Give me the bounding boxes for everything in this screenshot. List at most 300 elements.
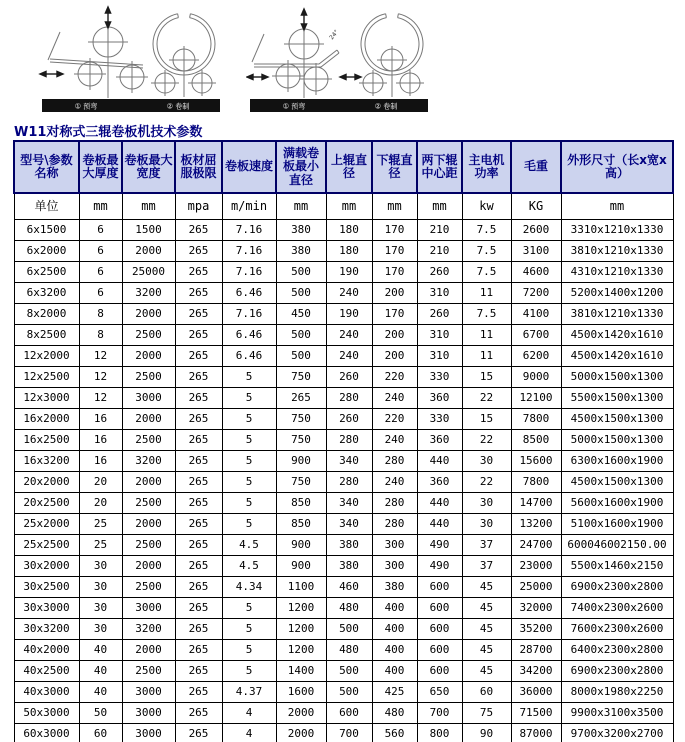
spec-cell: 7.16 [222, 303, 276, 324]
spec-cell: 3200 [122, 282, 175, 303]
spec-cell: 280 [372, 513, 417, 534]
spec-cell: 240 [326, 324, 372, 345]
spec-cell: 6900x2300x2800 [561, 576, 673, 597]
spec-cell: 60x3000 [14, 723, 79, 742]
header-cell: 满载卷板最小直径 [276, 141, 326, 193]
spec-cell: 340 [326, 513, 372, 534]
header-cell: 下辊直径 [372, 141, 417, 193]
spec-cell: 6.46 [222, 345, 276, 366]
spec-cell: 265 [276, 387, 326, 408]
spec-cell: 45 [462, 576, 511, 597]
spec-cell: 25x2500 [14, 534, 79, 555]
spec-cell: 360 [417, 471, 462, 492]
prebend-caption: ① 预弯 [282, 102, 306, 111]
spec-cell: 7200 [511, 282, 561, 303]
header-cell: 上辊直径 [326, 141, 372, 193]
spec-cell: 900 [276, 555, 326, 576]
spec-cell: 3000 [122, 387, 175, 408]
table-row [14, 387, 673, 408]
spec-cell: 5 [222, 639, 276, 660]
spec-cell: 2000 [122, 513, 175, 534]
spec-cell: 2000 [276, 702, 326, 723]
spec-cell: 400 [372, 597, 417, 618]
spec-cell: 3000 [122, 723, 175, 742]
spec-cell: 265 [175, 723, 222, 742]
spec-cell: 310 [417, 324, 462, 345]
spec-cell: 440 [417, 450, 462, 471]
spec-cell: 7.5 [462, 303, 511, 324]
spec-cell: 9700x3200x2700 [561, 723, 673, 742]
spec-cell: 6900x2300x2800 [561, 660, 673, 681]
spec-cell: 425 [372, 681, 417, 702]
spec-cell: 1500 [122, 219, 175, 240]
spec-cell: 330 [417, 366, 462, 387]
prebend-diagram-icon [252, 26, 339, 98]
spec-cell: 4 [222, 723, 276, 742]
spec-cell: 280 [372, 492, 417, 513]
spec-cell: 440 [417, 492, 462, 513]
unit-cell: mpa [175, 193, 222, 219]
table-row [14, 303, 673, 324]
spec-cell: 6x3200 [14, 282, 79, 303]
spec-cell: 2500 [122, 660, 175, 681]
spec-cell: 45 [462, 597, 511, 618]
caption-bar [42, 99, 220, 112]
spec-cell: 25000 [511, 576, 561, 597]
roll-process-diagram-2 [246, 4, 434, 114]
spec-cell: 30 [79, 618, 122, 639]
spec-cell: 5 [222, 387, 276, 408]
spec-cell: 265 [175, 471, 222, 492]
spec-cell: 5000x1500x1300 [561, 366, 673, 387]
header-cell: 两下辊中心距 [417, 141, 462, 193]
unit-cell: mm [276, 193, 326, 219]
spec-cell: 87000 [511, 723, 561, 742]
spec-cell: 3000 [122, 681, 175, 702]
table-row [14, 282, 673, 303]
spec-cell: 750 [276, 366, 326, 387]
spec-cell: 5500x1460x2150 [561, 555, 673, 576]
spec-cell: 280 [372, 450, 417, 471]
header-cell: 卷板最大厚度 [79, 141, 122, 193]
spec-cell: 6400x2300x2800 [561, 639, 673, 660]
spec-cell: 15600 [511, 450, 561, 471]
spec-cell: 30 [79, 576, 122, 597]
spec-cell: 500 [276, 324, 326, 345]
spec-cell: 2500 [122, 492, 175, 513]
spec-cell: 2000 [122, 408, 175, 429]
spec-cell: 220 [372, 408, 417, 429]
spec-cell: 8x2500 [14, 324, 79, 345]
spec-cell: 90 [462, 723, 511, 742]
spec-cell: 200 [372, 282, 417, 303]
spec-cell: 40 [79, 681, 122, 702]
spec-cell: 600 [417, 618, 462, 639]
spec-cell: 265 [175, 261, 222, 282]
spec-cell: 650 [417, 681, 462, 702]
spec-cell: 7.16 [222, 261, 276, 282]
spec-cell: 2500 [122, 324, 175, 345]
spec-cell: 5200x1400x1200 [561, 282, 673, 303]
table-row [14, 513, 673, 534]
spec-cell: 700 [326, 723, 372, 742]
spec-cell: 6x2000 [14, 240, 79, 261]
spec-cell: 4500x1500x1300 [561, 408, 673, 429]
spec-cell: 500 [326, 660, 372, 681]
spec-cell: 240 [372, 429, 417, 450]
unit-cell: mm [326, 193, 372, 219]
spec-cell: 4.5 [222, 555, 276, 576]
header-cell: 型号\参数名称 [14, 141, 79, 193]
spec-cell: 310 [417, 345, 462, 366]
spec-cell: 71500 [511, 702, 561, 723]
spec-cell: 30x2500 [14, 576, 79, 597]
unit-cell: m/min [222, 193, 276, 219]
spec-cell: 60 [462, 681, 511, 702]
spec-cell: 45 [462, 618, 511, 639]
spec-cell: 23000 [511, 555, 561, 576]
unit-cell: mm [417, 193, 462, 219]
header-cell: 毛重 [511, 141, 561, 193]
spec-cell: 265 [175, 345, 222, 366]
spec-cell: 265 [175, 660, 222, 681]
spec-cell: 25 [79, 513, 122, 534]
table-row [14, 219, 673, 240]
spec-cell: 1200 [276, 639, 326, 660]
spec-cell: 4310x1210x1330 [561, 261, 673, 282]
spec-cell: 500 [326, 618, 372, 639]
spec-cell: 32000 [511, 597, 561, 618]
spec-cell: 360 [417, 429, 462, 450]
spec-cell: 460 [326, 576, 372, 597]
spec-cell: 8 [79, 303, 122, 324]
spec-cell: 30 [462, 450, 511, 471]
spec-cell: 480 [372, 702, 417, 723]
spec-cell: 4.37 [222, 681, 276, 702]
table-row [14, 576, 673, 597]
spec-cell: 2000 [122, 639, 175, 660]
spec-cell: 300 [372, 534, 417, 555]
spec-cell: 37 [462, 534, 511, 555]
spec-cell: 20x2000 [14, 471, 79, 492]
spec-cell: 36000 [511, 681, 561, 702]
spec-cell: 5 [222, 597, 276, 618]
rolling-diagram-icon [151, 14, 216, 97]
spec-cell: 750 [276, 429, 326, 450]
spec-cell: 170 [372, 219, 417, 240]
spec-cell: 7.5 [462, 240, 511, 261]
spec-cell: 16x3200 [14, 450, 79, 471]
spec-cell: 220 [372, 366, 417, 387]
spec-cell: 600 [417, 576, 462, 597]
spec-cell: 1200 [276, 597, 326, 618]
table-row [14, 639, 673, 660]
unit-cell: kw [462, 193, 511, 219]
caption-bar [250, 99, 428, 112]
table-row [14, 261, 673, 282]
spec-cell: 50x3000 [14, 702, 79, 723]
spec-cell: 240 [372, 471, 417, 492]
spec-cell: 480 [326, 597, 372, 618]
spec-cell: 5500x1500x1300 [561, 387, 673, 408]
spec-cell: 180 [326, 240, 372, 261]
spec-cell: 20 [79, 492, 122, 513]
spec-cell: 180 [326, 219, 372, 240]
spec-cell: 1200 [276, 618, 326, 639]
spec-cell: 12 [79, 366, 122, 387]
spec-cell: 5100x1600x1900 [561, 513, 673, 534]
spec-cell: 200 [372, 345, 417, 366]
spec-cell: 600 [417, 597, 462, 618]
spec-cell: 3000 [122, 597, 175, 618]
spec-cell: 265 [175, 429, 222, 450]
spec-cell: 340 [326, 492, 372, 513]
spec-cell: 30 [462, 492, 511, 513]
table-row [14, 408, 673, 429]
spec-cell: 5000x1500x1300 [561, 429, 673, 450]
spec-cell: 35200 [511, 618, 561, 639]
spec-cell: 30x3000 [14, 597, 79, 618]
spec-cell: 8 [79, 324, 122, 345]
spec-cell: 28700 [511, 639, 561, 660]
header-cell: 板材屈服极限 [175, 141, 222, 193]
spec-cell: 37 [462, 555, 511, 576]
rolling-caption: ② 卷制 [374, 102, 398, 111]
spec-cell: 265 [175, 450, 222, 471]
spec-cell: 40x2500 [14, 660, 79, 681]
table-row [14, 660, 673, 681]
spec-cell: 265 [175, 702, 222, 723]
spec-cell: 2500 [122, 429, 175, 450]
spec-cell: 480 [326, 639, 372, 660]
spec-cell: 6x1500 [14, 219, 79, 240]
spec-cell: 12x2000 [14, 345, 79, 366]
spec-cell: 1100 [276, 576, 326, 597]
unit-cell: mm [561, 193, 673, 219]
spec-cell: 6.46 [222, 324, 276, 345]
spec-cell: 240 [326, 345, 372, 366]
spec-cell: 900 [276, 534, 326, 555]
spec-cell: 12100 [511, 387, 561, 408]
spec-cell: 265 [175, 324, 222, 345]
spec-cell: 360 [417, 387, 462, 408]
updown-arrow-icon [105, 7, 110, 28]
spec-cell: 1600 [276, 681, 326, 702]
spec-cell: 14700 [511, 492, 561, 513]
spec-cell: 850 [276, 492, 326, 513]
unit-cell: mm [372, 193, 417, 219]
spec-cell: 265 [175, 219, 222, 240]
spec-cell: 3200 [122, 450, 175, 471]
spec-cell: 300 [372, 555, 417, 576]
spec-cell: 500 [276, 345, 326, 366]
spec-cell: 2500 [122, 366, 175, 387]
spec-cell: 400 [372, 618, 417, 639]
table-row [14, 534, 673, 555]
spec-cell: 6x2500 [14, 261, 79, 282]
table-row [14, 681, 673, 702]
spec-cell: 210 [417, 240, 462, 261]
spec-cell: 280 [326, 471, 372, 492]
spec-cell: 30x3200 [14, 618, 79, 639]
spec-cell: 490 [417, 555, 462, 576]
spec-cell: 380 [276, 219, 326, 240]
table-row [14, 240, 673, 261]
spec-cell: 265 [175, 240, 222, 261]
spec-cell: 16 [79, 429, 122, 450]
spec-cell: 6 [79, 240, 122, 261]
spec-cell: 11 [462, 324, 511, 345]
rolling-caption: ② 卷制 [166, 102, 190, 111]
spec-cell: 15 [462, 366, 511, 387]
spec-cell: 2000 [122, 555, 175, 576]
spec-cell: 7600x2300x2600 [561, 618, 673, 639]
prebend-diagram-icon [48, 24, 148, 98]
spec-cell: 600046002150.00 [561, 534, 673, 555]
spec-cell: 265 [175, 576, 222, 597]
table-row [14, 702, 673, 723]
page-title: W11对称式三辊卷板机技术参数 [14, 125, 203, 140]
spec-cell: 340 [326, 450, 372, 471]
spec-cell: 5 [222, 492, 276, 513]
spec-cell: 600 [326, 702, 372, 723]
spec-cell: 265 [175, 387, 222, 408]
spec-cell: 4500x1420x1610 [561, 345, 673, 366]
spec-cell: 2000 [122, 471, 175, 492]
spec-cell: 5 [222, 471, 276, 492]
spec-cell: 380 [276, 240, 326, 261]
spec-cell: 13200 [511, 513, 561, 534]
spec-cell: 900 [276, 450, 326, 471]
spec-cell: 24700 [511, 534, 561, 555]
spec-cell: 7800 [511, 408, 561, 429]
spec-cell: 1400 [276, 660, 326, 681]
table-row [14, 345, 673, 366]
spec-cell: 3000 [122, 702, 175, 723]
spec-cell: 7.5 [462, 261, 511, 282]
spec-cell: 50 [79, 702, 122, 723]
spec-cell: 280 [326, 387, 372, 408]
spec-cell: 30 [79, 555, 122, 576]
spec-cell: 265 [175, 618, 222, 639]
spec-cell: 265 [175, 408, 222, 429]
table-row [14, 366, 673, 387]
spec-cell: 5 [222, 366, 276, 387]
spec-cell: 380 [372, 576, 417, 597]
spec-cell: 8x2000 [14, 303, 79, 324]
updown-arrow-icon [301, 9, 306, 30]
spec-cell: 8500 [511, 429, 561, 450]
spec-cell: 75 [462, 702, 511, 723]
spec-cell: 12 [79, 345, 122, 366]
spec-cell: 2500 [122, 576, 175, 597]
spec-cell: 4.5 [222, 534, 276, 555]
spec-cell: 3810x1210x1330 [561, 303, 673, 324]
spec-cell: 5 [222, 408, 276, 429]
spec-cell: 240 [326, 282, 372, 303]
spec-cell: 170 [372, 303, 417, 324]
spec-cell: 25x2000 [14, 513, 79, 534]
spec-cell: 500 [276, 261, 326, 282]
spec-cell: 20 [79, 471, 122, 492]
table-row [14, 555, 673, 576]
spec-cell: 30 [462, 513, 511, 534]
table-row [14, 723, 673, 742]
spec-cell: 3100 [511, 240, 561, 261]
spec-cell: 260 [326, 366, 372, 387]
spec-cell: 6700 [511, 324, 561, 345]
spec-cell: 40 [79, 660, 122, 681]
spec-cell: 330 [417, 408, 462, 429]
spec-cell: 20x2500 [14, 492, 79, 513]
header-cell: 卷板速度 [222, 141, 276, 193]
spec-cell: 11 [462, 345, 511, 366]
spec-cell: 3200 [122, 618, 175, 639]
spec-cell: 265 [175, 597, 222, 618]
spec-cell: 30 [79, 597, 122, 618]
spec-cell: 240 [372, 387, 417, 408]
spec-cell: 750 [276, 408, 326, 429]
spec-cell: 5600x1600x1900 [561, 492, 673, 513]
spec-cell: 6300x1600x1900 [561, 450, 673, 471]
table-row [14, 193, 673, 219]
spec-cell: 2000 [122, 240, 175, 261]
unit-cell: mm [79, 193, 122, 219]
unit-cell: 单位 [14, 193, 79, 219]
bend-angle-label: 24° [328, 28, 341, 42]
spec-cell: 45 [462, 660, 511, 681]
spec-cell: 190 [326, 303, 372, 324]
unit-cell: KG [511, 193, 561, 219]
spec-cell: 210 [417, 219, 462, 240]
header-cell: 卷板最大宽度 [122, 141, 175, 193]
spec-cell: 170 [372, 240, 417, 261]
spec-cell: 750 [276, 471, 326, 492]
spec-cell: 265 [175, 681, 222, 702]
spec-cell: 22 [462, 429, 511, 450]
spec-cell: 7.16 [222, 240, 276, 261]
spec-cell: 2500 [122, 534, 175, 555]
spec-cell: 380 [326, 555, 372, 576]
spec-cell: 500 [326, 681, 372, 702]
spec-cell: 60 [79, 723, 122, 742]
table-row [14, 492, 673, 513]
spec-cell: 600 [417, 660, 462, 681]
spec-cell: 40x3000 [14, 681, 79, 702]
spec-cell: 265 [175, 303, 222, 324]
spec-cell: 260 [417, 303, 462, 324]
spec-cell: 600 [417, 639, 462, 660]
table-row [14, 597, 673, 618]
spec-cell: 490 [417, 534, 462, 555]
spec-cell: 4100 [511, 303, 561, 324]
spec-cell: 310 [417, 282, 462, 303]
spec-cell: 3810x1210x1330 [561, 240, 673, 261]
spec-cell: 40x2000 [14, 639, 79, 660]
spec-cell: 440 [417, 513, 462, 534]
spec-cell: 34200 [511, 660, 561, 681]
table-row [14, 450, 673, 471]
header-cell: 外形尺寸（长x宽x高） [561, 141, 673, 193]
spec-cell: 265 [175, 366, 222, 387]
spec-cell: 16x2500 [14, 429, 79, 450]
spec-cell: 265 [175, 513, 222, 534]
spec-cell: 5 [222, 660, 276, 681]
spec-cell: 5 [222, 618, 276, 639]
spec-cell: 6 [79, 261, 122, 282]
spec-cell: 6 [79, 219, 122, 240]
spec-cell: 500 [276, 282, 326, 303]
